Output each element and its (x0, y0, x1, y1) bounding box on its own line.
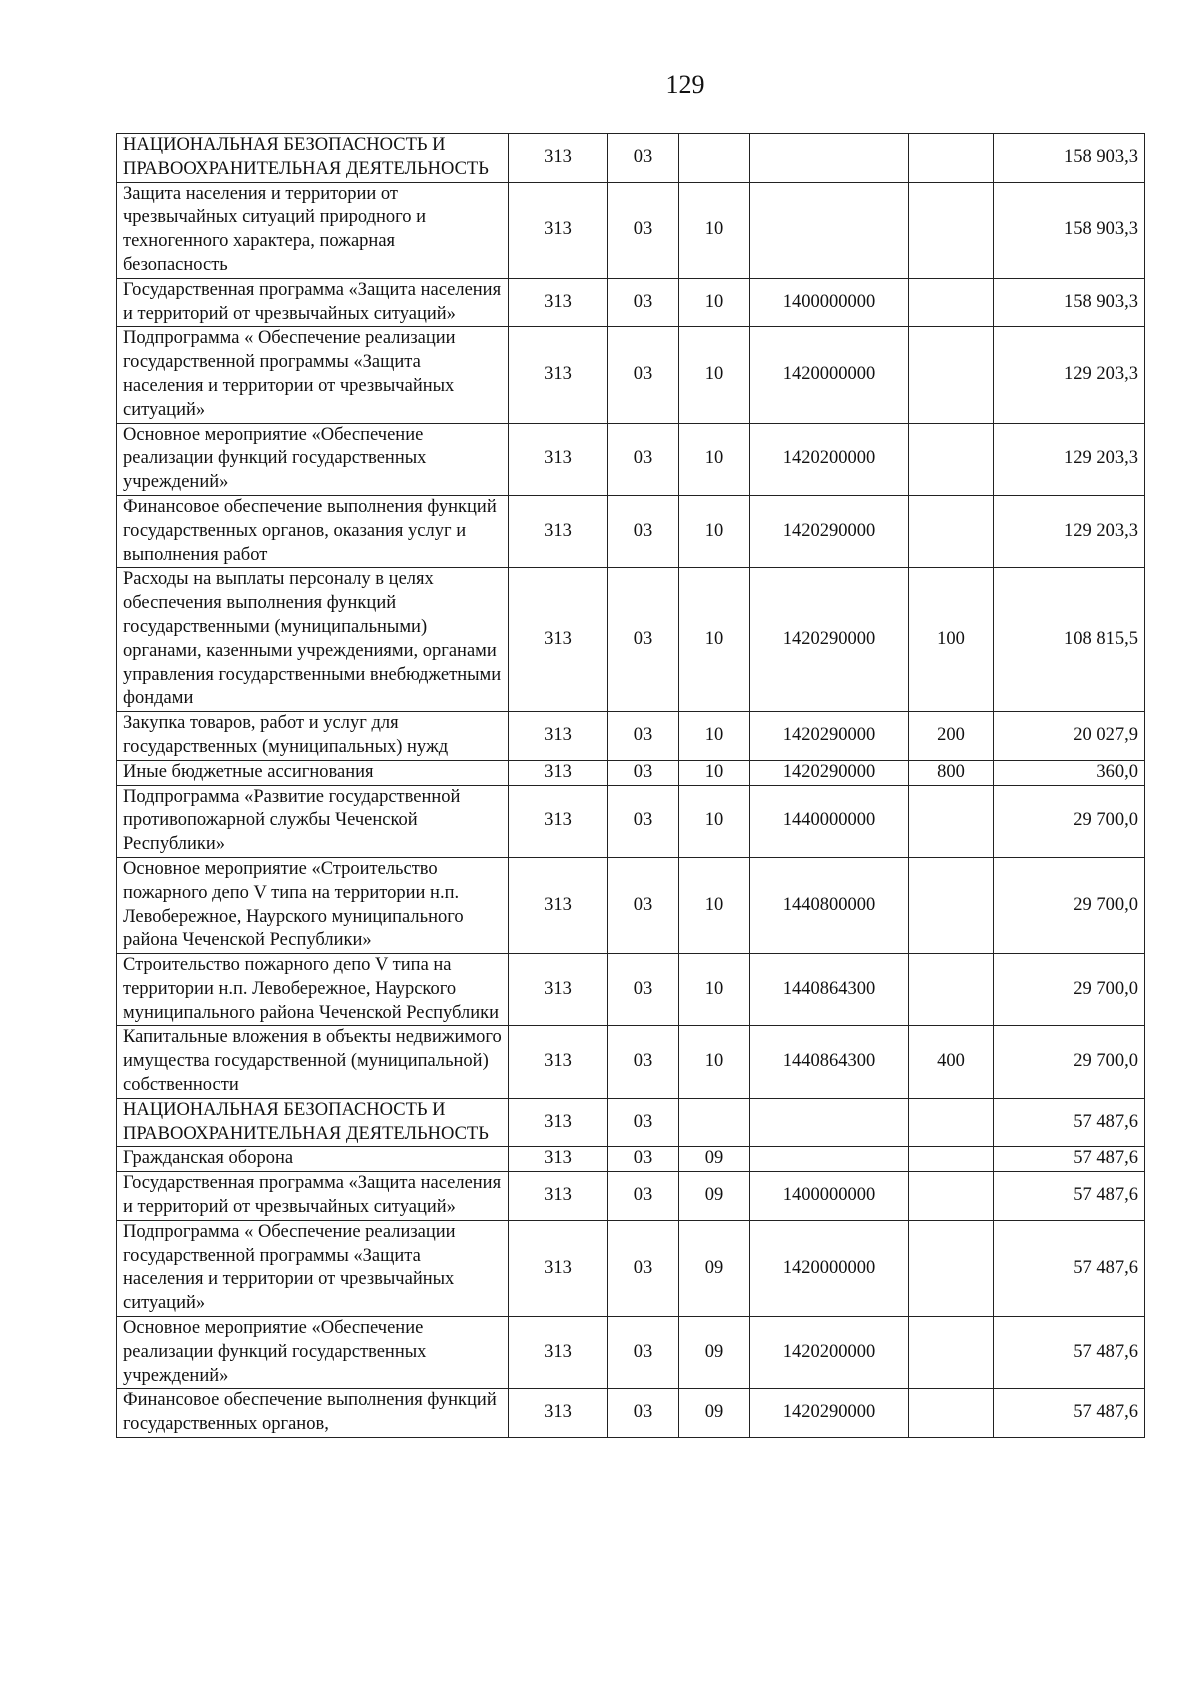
table-row (117, 182, 1145, 278)
section-code-cell: 03 (608, 954, 679, 1026)
subsection-code-cell: 10 (679, 568, 750, 712)
target-article-cell (750, 1098, 909, 1147)
target-article-cell: 1440864300 (750, 954, 909, 1026)
item-name-cell: Подпрограмма « Обеспечение реализации государственной программы «Защита населения и территории от чрезвычайных ситуаций» (117, 327, 509, 423)
target-article-cell: 1420000000 (750, 327, 909, 423)
item-name-cell: Защита населения и территории от чрезвычайных ситуаций природного и техногенного характера, пожарная безопасность (117, 182, 509, 278)
subsection-code-cell: 10 (679, 712, 750, 761)
table-row (117, 1147, 1145, 1172)
table-row (117, 327, 1145, 423)
item-name-cell: Основное мероприятие «Обеспечение реализации функций государственных учреждений» (117, 423, 509, 495)
table-row (117, 954, 1145, 1026)
item-name-cell: Финансовое обеспечение выполнения функций государственных органов, (117, 1389, 509, 1438)
target-article-cell (750, 1147, 909, 1172)
subsection-code-cell: 10 (679, 278, 750, 327)
section-code-cell: 03 (608, 134, 679, 183)
subsection-code-cell: 09 (679, 1172, 750, 1221)
section-code-cell: 03 (608, 495, 679, 567)
ministry-code-cell: 313 (509, 857, 608, 953)
ministry-code-cell: 313 (509, 1098, 608, 1147)
ministry-code-cell: 313 (509, 712, 608, 761)
subsection-code-cell: 10 (679, 1026, 750, 1098)
expense-type-cell (909, 1389, 994, 1438)
ministry-code-cell: 313 (509, 954, 608, 1026)
section-code-cell: 03 (608, 423, 679, 495)
section-code-cell: 03 (608, 857, 679, 953)
expense-type-cell: 200 (909, 712, 994, 761)
table-row (117, 1172, 1145, 1221)
item-name-cell: Подпрограмма «Развитие государственной противопожарной службы Чеченской Республики» (117, 785, 509, 857)
target-article-cell: 1400000000 (750, 278, 909, 327)
section-code-cell: 03 (608, 182, 679, 278)
section-code-cell: 03 (608, 278, 679, 327)
amount-cell: 108 815,5 (994, 568, 1145, 712)
table-row (117, 712, 1145, 761)
ministry-code-cell: 313 (509, 495, 608, 567)
expense-type-cell (909, 785, 994, 857)
expense-type-cell (909, 1147, 994, 1172)
ministry-code-cell: 313 (509, 1172, 608, 1221)
item-name-cell: Иные бюджетные ассигнования (117, 760, 509, 785)
table-row (117, 278, 1145, 327)
subsection-code-cell: 10 (679, 760, 750, 785)
amount-cell: 129 203,3 (994, 327, 1145, 423)
table-body (117, 134, 1145, 1438)
table-row (117, 423, 1145, 495)
item-name-cell: Закупка товаров, работ и услуг для государственных (муниципальных) нужд (117, 712, 509, 761)
amount-cell: 158 903,3 (994, 134, 1145, 183)
amount-cell: 158 903,3 (994, 278, 1145, 327)
expense-type-cell (909, 1317, 994, 1389)
ministry-code-cell: 313 (509, 1389, 608, 1438)
subsection-code-cell: 09 (679, 1389, 750, 1438)
expense-type-cell (909, 1172, 994, 1221)
amount-cell: 29 700,0 (994, 954, 1145, 1026)
table-row (117, 495, 1145, 567)
amount-cell: 129 203,3 (994, 495, 1145, 567)
amount-cell: 57 487,6 (994, 1389, 1145, 1438)
section-code-cell: 03 (608, 568, 679, 712)
target-article-cell: 1440000000 (750, 785, 909, 857)
ministry-code-cell: 313 (509, 278, 608, 327)
item-name-cell: Государственная программа «Защита населения и территорий от чрезвычайных ситуаций» (117, 1172, 509, 1221)
section-code-cell: 03 (608, 712, 679, 761)
ministry-code-cell: 313 (509, 423, 608, 495)
target-article-cell: 1440864300 (750, 1026, 909, 1098)
ministry-code-cell: 313 (509, 760, 608, 785)
item-name-cell: Строительство пожарного депо V типа на территории н.п. Левобережное, Наурского муниципального района Чеченской Республики (117, 954, 509, 1026)
subsection-code-cell: 10 (679, 182, 750, 278)
item-name-cell: НАЦИОНАЛЬНАЯ БЕЗОПАСНОСТЬ И ПРАВООХРАНИТЕЛЬНАЯ ДЕЯТЕЛЬНОСТЬ (117, 1098, 509, 1147)
subsection-code-cell (679, 1098, 750, 1147)
target-article-cell: 1420290000 (750, 1389, 909, 1438)
ministry-code-cell: 313 (509, 568, 608, 712)
expense-type-cell: 800 (909, 760, 994, 785)
target-article-cell (750, 182, 909, 278)
item-name-cell: Расходы на выплаты персоналу в целях обеспечения выполнения функций государственными (муниципальными) органами, казенными учреждениями, органами управления государственными внебюджетными фондами (117, 568, 509, 712)
amount-cell: 29 700,0 (994, 1026, 1145, 1098)
item-name-cell: Основное мероприятие «Обеспечение реализации функций государственных учреждений» (117, 1317, 509, 1389)
ministry-code-cell: 313 (509, 1317, 608, 1389)
ministry-code-cell: 313 (509, 327, 608, 423)
amount-cell: 29 700,0 (994, 857, 1145, 953)
amount-cell: 57 487,6 (994, 1172, 1145, 1221)
section-code-cell: 03 (608, 1147, 679, 1172)
item-name-cell: НАЦИОНАЛЬНАЯ БЕЗОПАСНОСТЬ И ПРАВООХРАНИТЕЛЬНАЯ ДЕЯТЕЛЬНОСТЬ (117, 134, 509, 183)
expense-type-cell (909, 1220, 994, 1316)
target-article-cell: 1440800000 (750, 857, 909, 953)
amount-cell: 57 487,6 (994, 1098, 1145, 1147)
subsection-code-cell: 10 (679, 785, 750, 857)
section-code-cell: 03 (608, 1026, 679, 1098)
item-name-cell: Гражданская оборона (117, 1147, 509, 1172)
table-row (117, 1220, 1145, 1316)
ministry-code-cell: 313 (509, 785, 608, 857)
target-article-cell: 1420290000 (750, 495, 909, 567)
expense-type-cell: 100 (909, 568, 994, 712)
section-code-cell: 03 (608, 1317, 679, 1389)
target-article-cell: 1400000000 (750, 1172, 909, 1221)
table-row (117, 1026, 1145, 1098)
item-name-cell: Финансовое обеспечение выполнения функций государственных органов, оказания услуг и выполнения работ (117, 495, 509, 567)
table-row (117, 568, 1145, 712)
amount-cell: 158 903,3 (994, 182, 1145, 278)
subsection-code-cell: 10 (679, 857, 750, 953)
table-row (117, 134, 1145, 183)
expense-type-cell: 400 (909, 1026, 994, 1098)
amount-cell: 129 203,3 (994, 423, 1145, 495)
table-row (117, 857, 1145, 953)
amount-cell: 360,0 (994, 760, 1145, 785)
subsection-code-cell: 09 (679, 1147, 750, 1172)
item-name-cell: Подпрограмма « Обеспечение реализации государственной программы «Защита населения и территории от чрезвычайных ситуаций» (117, 1220, 509, 1316)
section-code-cell: 03 (608, 1172, 679, 1221)
budget-table (116, 133, 1145, 1438)
subsection-code-cell: 10 (679, 423, 750, 495)
target-article-cell: 1420200000 (750, 423, 909, 495)
amount-cell: 20 027,9 (994, 712, 1145, 761)
table-row (117, 785, 1145, 857)
ministry-code-cell: 313 (509, 1147, 608, 1172)
target-article-cell: 1420290000 (750, 712, 909, 761)
page-number: 129 (665, 70, 705, 99)
target-article-cell: 1420000000 (750, 1220, 909, 1316)
amount-cell: 57 487,6 (994, 1220, 1145, 1316)
section-code-cell: 03 (608, 327, 679, 423)
target-article-cell: 1420290000 (750, 760, 909, 785)
table-row (117, 1389, 1145, 1438)
table-row (117, 1098, 1145, 1147)
amount-cell: 57 487,6 (994, 1147, 1145, 1172)
ministry-code-cell: 313 (509, 134, 608, 183)
amount-cell: 29 700,0 (994, 785, 1145, 857)
ministry-code-cell: 313 (509, 1220, 608, 1316)
subsection-code-cell: 09 (679, 1317, 750, 1389)
amount-cell: 57 487,6 (994, 1317, 1145, 1389)
section-code-cell: 03 (608, 1098, 679, 1147)
expense-type-cell (909, 327, 994, 423)
target-article-cell (750, 134, 909, 183)
target-article-cell: 1420290000 (750, 568, 909, 712)
table-row (117, 1317, 1145, 1389)
section-code-cell: 03 (608, 1220, 679, 1316)
expense-type-cell (909, 423, 994, 495)
subsection-code-cell (679, 134, 750, 183)
ministry-code-cell: 313 (509, 182, 608, 278)
subsection-code-cell: 10 (679, 327, 750, 423)
item-name-cell: Основное мероприятие «Строительство пожарного депо V типа на территории н.п. Левобережное, Наурского муниципального района Чеченской Республики» (117, 857, 509, 953)
item-name-cell: Государственная программа «Защита населения и территорий от чрезвычайных ситуаций» (117, 278, 509, 327)
expense-type-cell (909, 1098, 994, 1147)
subsection-code-cell: 10 (679, 954, 750, 1026)
ministry-code-cell: 313 (509, 1026, 608, 1098)
expense-type-cell (909, 134, 994, 183)
expense-type-cell (909, 495, 994, 567)
table-row (117, 760, 1145, 785)
item-name-cell: Капитальные вложения в объекты недвижимого имущества государственной (муниципальной) собственности (117, 1026, 509, 1098)
section-code-cell: 03 (608, 1389, 679, 1438)
expense-type-cell (909, 278, 994, 327)
expense-type-cell (909, 857, 994, 953)
target-article-cell: 1420200000 (750, 1317, 909, 1389)
expense-type-cell (909, 182, 994, 278)
subsection-code-cell: 09 (679, 1220, 750, 1316)
section-code-cell: 03 (608, 760, 679, 785)
subsection-code-cell: 10 (679, 495, 750, 567)
section-code-cell: 03 (608, 785, 679, 857)
expense-type-cell (909, 954, 994, 1026)
